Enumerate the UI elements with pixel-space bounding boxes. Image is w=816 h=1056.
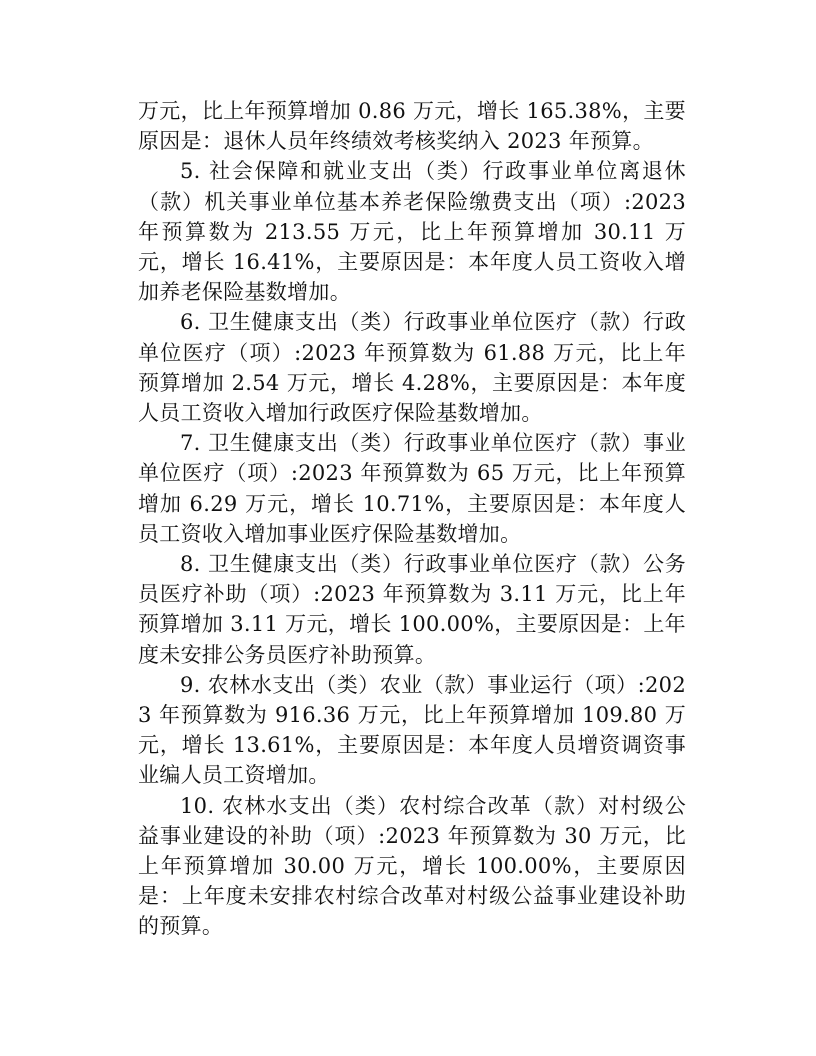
paragraph-item-8: 8. 卫生健康支出（类）行政事业单位医疗（款）公务员医疗补助（项）:2023 年预算数为 3.11 万元，比上年预算增加 3.11 万元，增长 100.00%，主要原因是：上年度未安排公务员医疗补助预算。 bbox=[138, 552, 686, 667]
paragraph-item-7: 7. 卫生健康支出（类）行政事业单位医疗（款）事业单位医疗（项）:2023 年预算数为 65 万元，比上年预算增加 6.29 万元，增长 10.71%，主要原因是：本年度人员工资收入增加事业医疗保险基数增加。 bbox=[138, 431, 686, 546]
paragraph-continuation: 万元，比上年预算增加 0.86 万元，增长 165.38%，主要原因是：退休人员年终绩效考核奖纳入 2023 年预算。 bbox=[138, 99, 686, 154]
document-page bbox=[138, 96, 686, 942]
paragraph-item-5: 5. 社会保障和就业支出（类）行政事业单位离退休（款）机关事业单位基本养老保险缴费支出（项）:2023 年预算数为 213.55 万元，比上年预算增加 30.11 万元，增长 16.41%，主要原因是：本年度人员工资收入增加养老保险基数增加。 bbox=[138, 159, 686, 305]
paragraph-item-6: 6. 卫生健康支出（类）行政事业单位医疗（款）行政单位医疗（项）:2023 年预算数为 61.88 万元，比上年预算增加 2.54 万元，增长 4.28%，主要原因是：本年度人员工资收入增加行政医疗保险基数增加。 bbox=[138, 310, 686, 426]
paragraph-item-9: 9. 农林水支出（类）农业（款）事业运行（项）:2023 年预算数为 916.36 万元，比上年预算增加 109.80 万元，增长 13.61%，主要原因是：本年度人员增资调资事业编人员工资增加。 bbox=[138, 672, 686, 788]
paragraph-item-10: 10. 农林水支出（类）农村综合改革（款）对村级公益事业建设的补助（项）:2023 年预算数为 30 万元，比上年预算增加 30.00 万元，增长 100.00%，主要原因是：上年度未安排农村综合改革对村级公益事业建设补助的预算。 bbox=[138, 793, 686, 939]
